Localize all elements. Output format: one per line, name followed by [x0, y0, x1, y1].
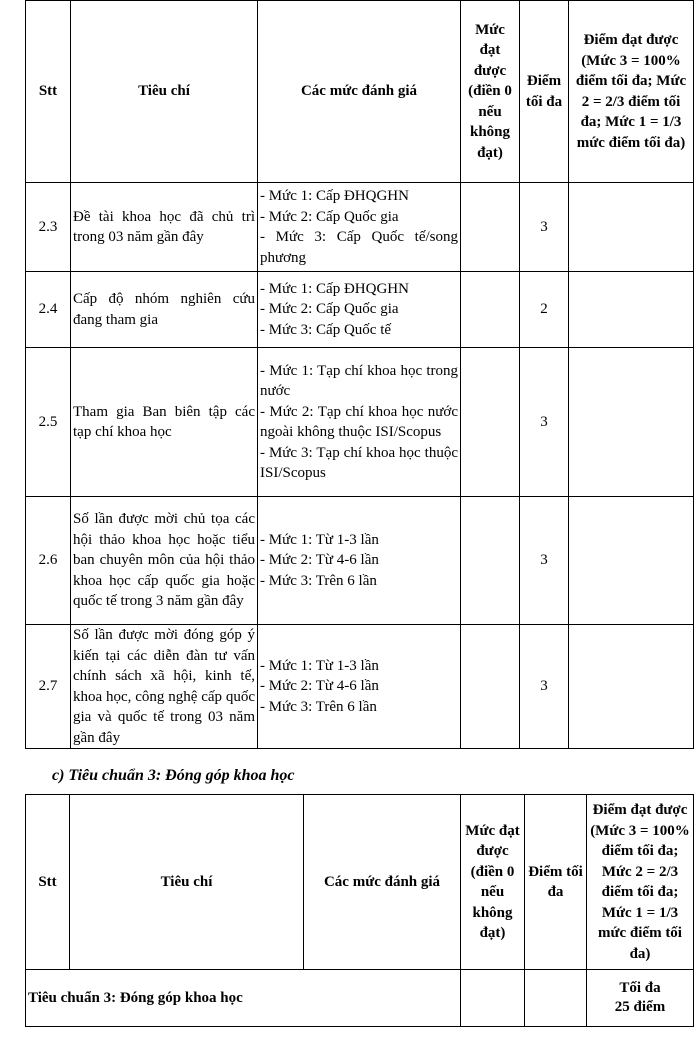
level-item: - Mức 1: Cấp ĐHQGHN: [260, 188, 409, 204]
row-criteria: Số lần được mời chủ tọa các hội thảo khoa học hoặc tiểu ban chuyên môn của hội thảo khoa học cấp quốc gia hoặc quốc tế trong 3 năm gần đây: [71, 497, 258, 625]
header-achieved: Mức đạt được (điền 0 nếu không đạt): [461, 1, 520, 183]
row-levels: [258, 183, 461, 272]
row-achieved-cell[interactable]: [461, 272, 520, 348]
standard-label: Tiêu chuẩn 3: Đóng góp khoa học: [26, 970, 461, 1027]
criteria-table-standard-3: [25, 794, 694, 1027]
level-item: - Mức 1: Tạp chí khoa học trong nước: [260, 362, 458, 399]
row-earned-cell[interactable]: [569, 183, 694, 272]
header-achieved: Mức đạt được (điền 0 nếu không đạt): [461, 795, 525, 970]
table-header-row: [26, 1, 694, 183]
max-total-line1: Tối đa: [619, 980, 661, 996]
row-achieved-cell[interactable]: [461, 183, 520, 272]
row-stt: 2.5: [26, 348, 71, 497]
header-levels: Các mức đánh giá: [304, 795, 461, 970]
row-levels: [258, 625, 461, 749]
table-row: [26, 497, 694, 625]
level-item: - Mức 2: Cấp Quốc gia: [260, 208, 399, 225]
header-max-points: Điểm tối đa: [520, 1, 569, 183]
criteria-table-standard-2: [25, 0, 694, 749]
row-criteria: Tham gia Ban biên tập các tạp chí khoa học: [71, 348, 258, 497]
header-stt: Stt: [26, 795, 70, 970]
row-max-points: 3: [520, 625, 569, 749]
level-item: - Mức 1: Từ 1-3 lần: [260, 531, 379, 548]
level-item: - Mức 2: Từ 4-6 lần: [260, 552, 379, 569]
header-levels: Các mức đánh giá: [258, 1, 461, 183]
level-item: - Mức 3: Cấp Quốc tế/song phương: [260, 229, 458, 266]
row-levels: [258, 348, 461, 497]
table-header-row: [26, 795, 694, 970]
row-criteria: Cấp độ nhóm nghiên cứu đang tham gia: [71, 272, 258, 348]
header-earned: Điểm đạt được (Mức 3 = 100% điểm tối đa; Mức 2 = 2/3 điểm tối đa; Mức 1 = 1/3 mức điểm tối đa): [587, 795, 694, 970]
section-c-title: c) Tiêu chuẩn 3: Đóng góp khoa học: [52, 767, 295, 784]
level-item: - Mức 3: Trên 6 lần: [260, 572, 377, 589]
header-criteria: Tiêu chí: [70, 795, 304, 970]
max-total-line2: 25 điểm: [614, 999, 666, 1015]
standard-max-cell: [525, 970, 587, 1027]
row-earned-cell[interactable]: [569, 497, 694, 625]
row-max-points: 3: [520, 497, 569, 625]
row-max-points: 3: [520, 348, 569, 497]
level-item: - Mức 3: Cấp Quốc tế: [260, 321, 392, 338]
row-criteria: Số lần được mời đóng góp ý kiến tại các diễn đàn tư vấn chính sách xã hội, kinh tế, khoa học, công nghệ cấp quốc gia và quốc tế trong 03 năm gần đây: [71, 625, 258, 749]
header-earned: Điểm đạt được (Mức 3 = 100% điểm tối đa; Mức 2 = 2/3 điểm tối đa; Mức 1 = 1/3 mức điểm tối đa): [569, 1, 694, 183]
row-max-points: 2: [520, 272, 569, 348]
table-row: [26, 625, 694, 749]
table-row: [26, 272, 694, 348]
standard-summary-row: [26, 970, 694, 1027]
row-levels: [258, 497, 461, 625]
row-earned-cell[interactable]: [569, 348, 694, 497]
header-criteria: Tiêu chí: [71, 1, 258, 183]
row-criteria: Đề tài khoa học đã chủ trì trong 03 năm gần đây: [71, 183, 258, 272]
row-stt: 2.4: [26, 272, 71, 348]
level-item: - Mức 2: Cấp Quốc gia: [260, 301, 399, 318]
row-achieved-cell[interactable]: [461, 497, 520, 625]
table-row: [26, 183, 694, 272]
header-stt: Stt: [26, 1, 71, 183]
table-row: [26, 348, 694, 497]
header-max-points: Điểm tối đa: [525, 795, 587, 970]
level-item: - Mức 1: Cấp ĐHQGHN: [260, 280, 409, 297]
row-earned-cell[interactable]: [569, 625, 694, 749]
level-item: - Mức 3: Trên 6 lần: [260, 698, 377, 715]
standard-max-total: [587, 970, 694, 1027]
row-stt: 2.7: [26, 625, 71, 749]
level-item: - Mức 2: Từ 4-6 lần: [260, 678, 379, 695]
row-achieved-cell[interactable]: [461, 625, 520, 749]
level-item: - Mức 3: Tạp chí khoa học thuộc ISI/Scopus: [260, 444, 458, 481]
row-earned-cell[interactable]: [569, 272, 694, 348]
row-achieved-cell[interactable]: [461, 348, 520, 497]
row-stt: 2.6: [26, 497, 71, 625]
level-item: - Mức 2: Tạp chí khoa học nước ngoài không thuộc ISI/Scopus: [260, 403, 458, 440]
level-item: - Mức 1: Từ 1-3 lần: [260, 657, 379, 674]
standard-achieved-cell[interactable]: [461, 970, 525, 1027]
row-max-points: 3: [520, 183, 569, 272]
row-stt: 2.3: [26, 183, 71, 272]
row-levels: [258, 272, 461, 348]
